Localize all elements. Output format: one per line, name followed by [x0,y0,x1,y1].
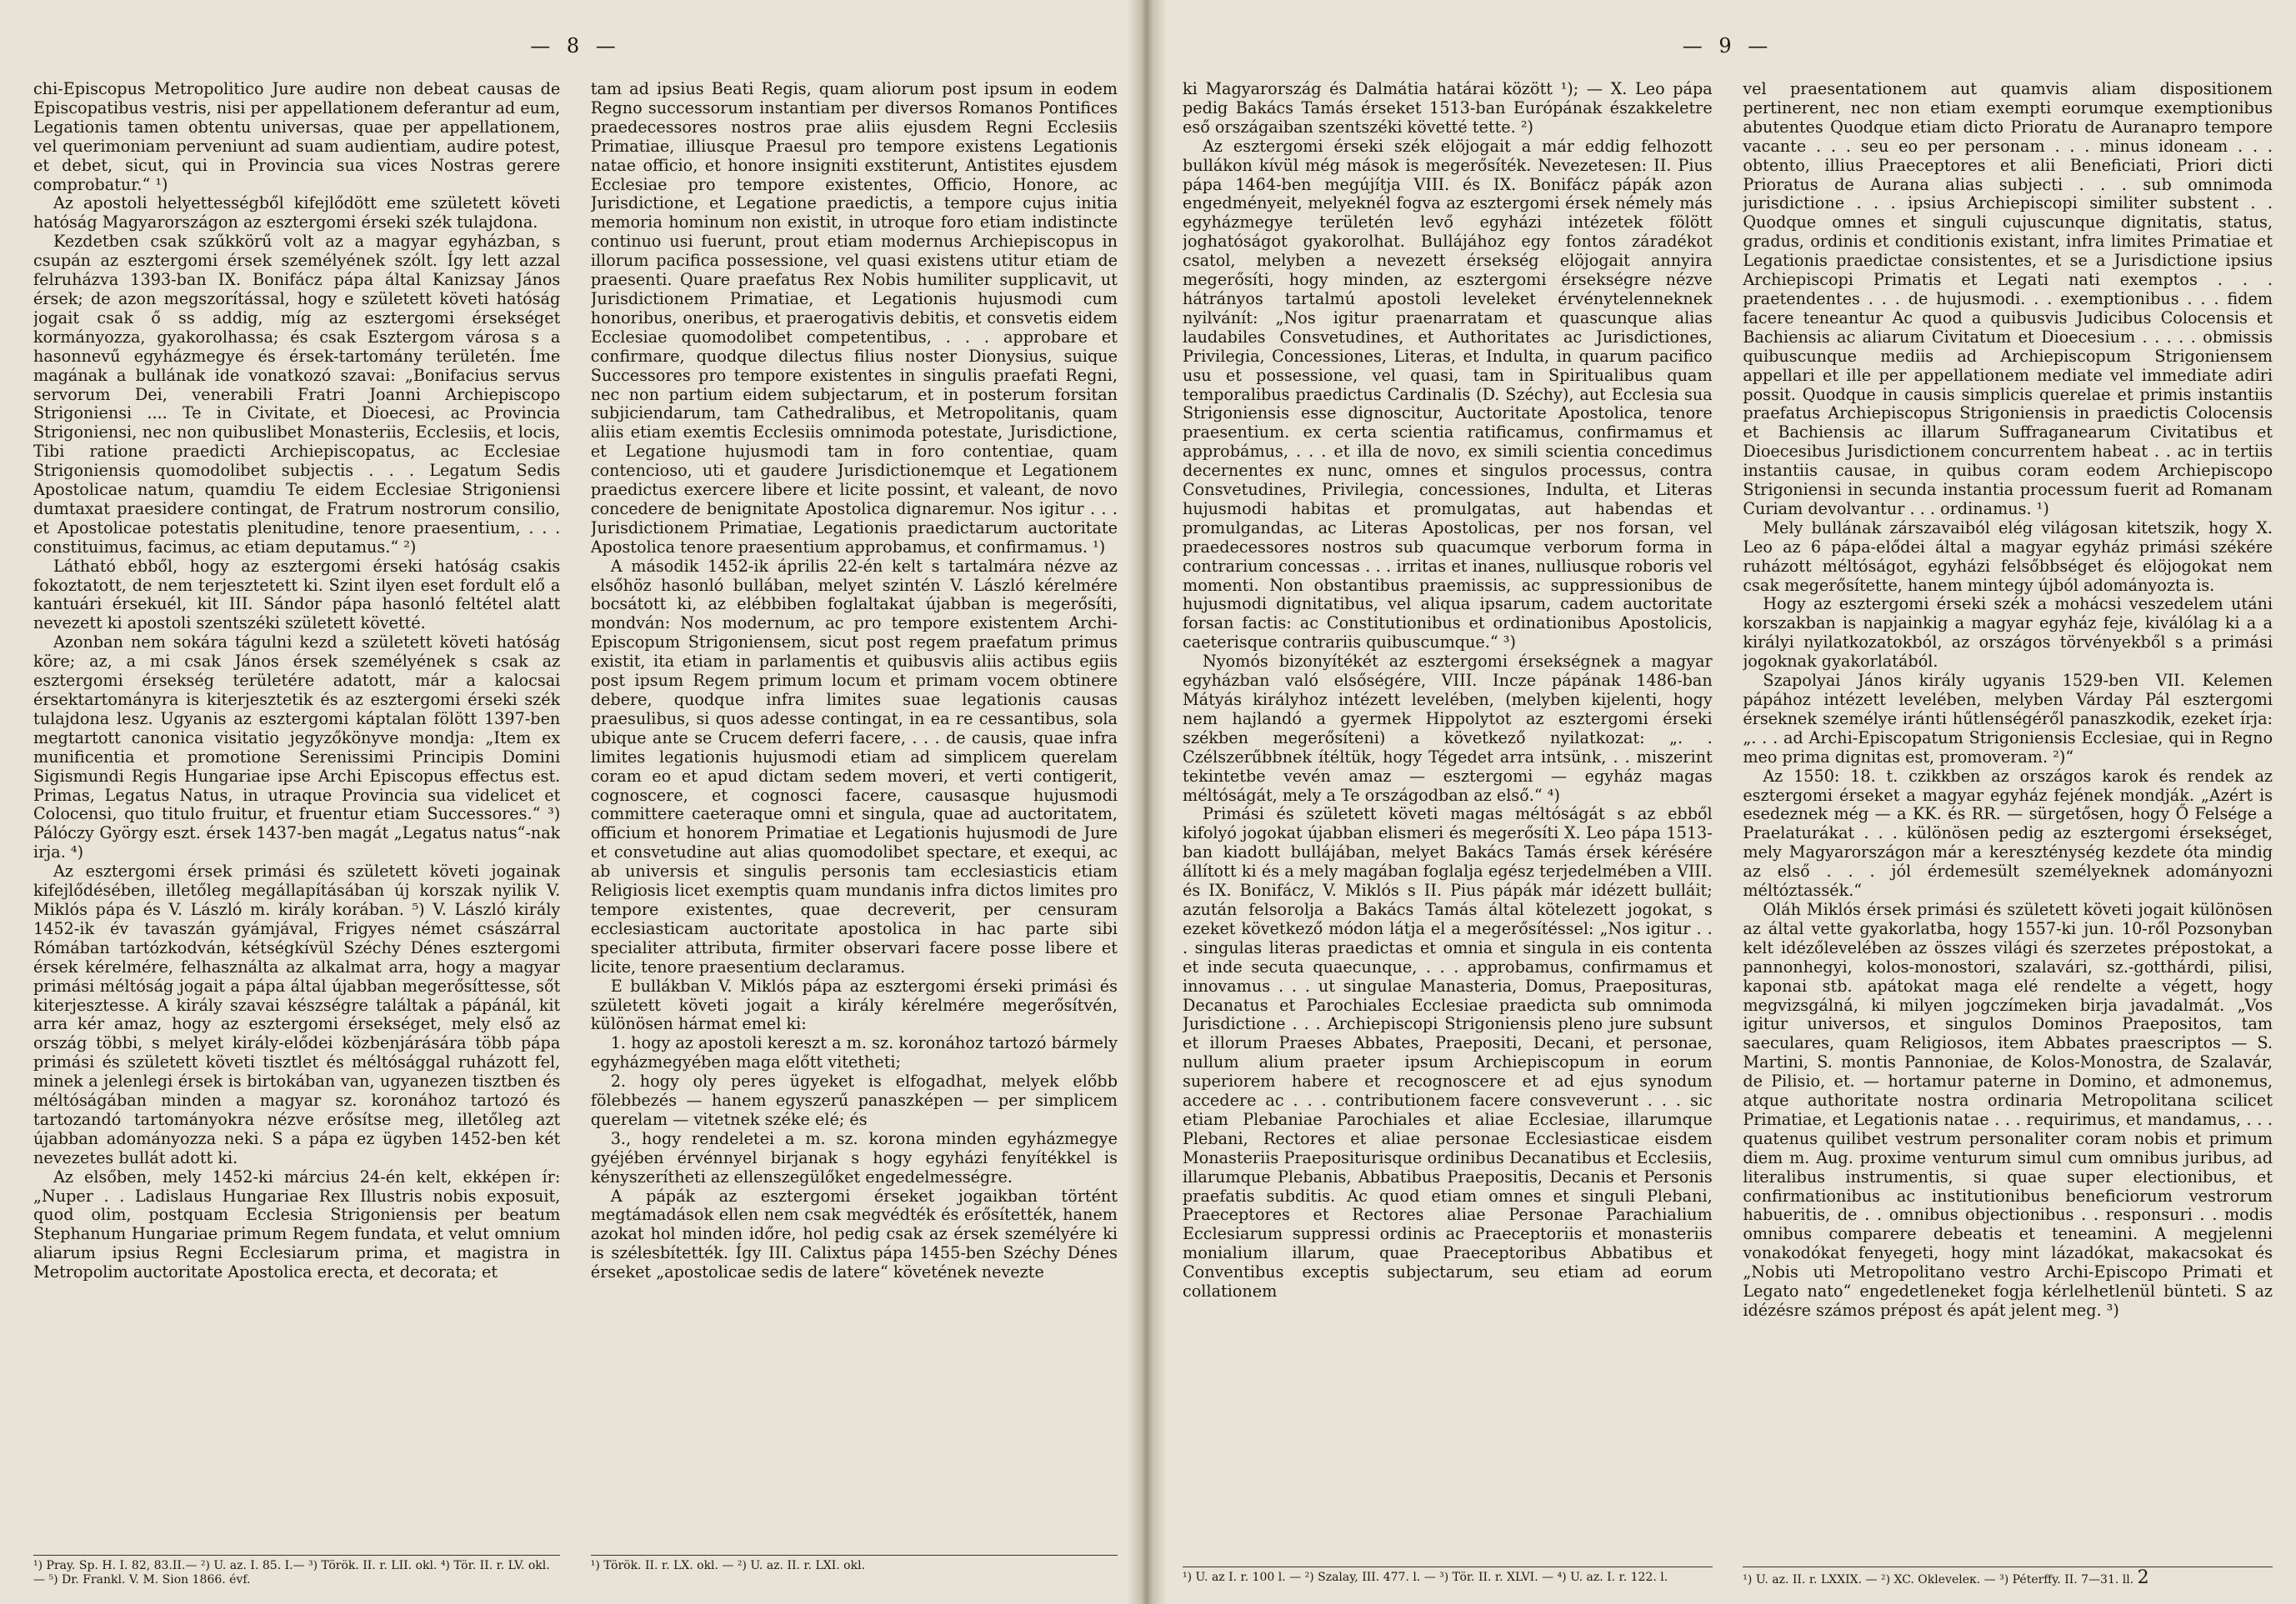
paragraph: Hogy az esztergomi érseki szék a mohácsi veszedelem utáni korszakban is napjainkig a magyar egyház feje, kiválólag ki a a királyi nyilatkozatokból, az országos törvényekből s a primási jogoknak gyakorlatából. [1743,594,2273,672]
paragraph: Az 1550: 18. t. czikkben az országos karok és rendek az esztergomi érseket a magyar egyház fejének mondják. „Azért is esedeznek még — a KK. és RR. — sürgetősen, hogy Ő Felsége a Praelaturákat . . . különösen pedig az esztergomi érsekséget, mely Magyarországon már a kereszténység kezdete óta mindig az első . . . jól érdemesült személyeknek adományozni méltóztassék.“ [1743,766,2273,901]
paragraph: tam ad ipsius Beati Regis, quam aliorum post ipsum in eodem Regno successorum instantiam per diversos Romanos Pontifices praedecessores nostros prae aliis ejusdem Regni Ecclesiis Primatiae, illiusque Praesul pro tempore existens Legationis natae officio, et honore insigniti exstiterunt, Antistites ejusdem Ecclesiae pro tempore existentes, Officio, Honore, ac Jurisdictione, et Legatione praedictis, a tempore cujus initia memoria hominum non existit, in utroque foro etiam indistincte continuo usi fuerunt, prout etiam modernus Archiepiscopus in illorum pacifica possessione, vel quasi existens utitur etiam de praesenti. Quare praefatus Rex Nobis humiliter supplicavit, ut Jurisdictionem Primatiae, et Legationis hujusmodi cum honoribus, oneribus, et praerogativis debitis, et consvetis eidem Ecclesiae quomodolibet competentibus, . . . approbare et confirmare, quodque dilectus filius noster Dionysius, suique Successores pro tempore existentes in singulis praefati Regni, nec non partium eidem subjectarum, et in posterum forsitan subjiciendarum, tam Cathedralibus, et Metropolitanis, quam aliis etiam exemtis Ecclesiis omnimoda potestate, Jurisdictione, et Legatione hujusmodi tam in foro contentiae, quam contencioso, uti et gaudere Jurisdictionemque et Legationem praedictus exercere libere et licite possint, et valeant, de novo concedere de benignitate Apostolica dignaremur. Nos igitur . . . Jurisdictionem Primatiae, Legationis praedictarum auctoritate Apostolica tenore praesentium approbamus, et confirmamus. ¹) [590,80,1118,557]
right-column-1 [1183,80,1713,1522]
footnote: ¹) Török. II. r. LX. okl. — ²) U. az. II. r. LXI. okl. [591,1555,1118,1587]
left-column-1 [33,80,560,1522]
page-number-right: — 9 — [1682,34,1773,57]
paragraph: A pápák az esztergomi érseket jogaikban történt megtámadások ellen nem csak megvédték és erősítették, hanem azokat hol minden időre, hol pedig csak az érsek személyére ki is szélesbítették. Így III. Calixtus pápa 1455-ben Széchy Dénes érseket „apostolicae sedis de latere“ követének nevezte [590,1186,1118,1282]
paragraph: chi-Episcopus Metropolitico Jure audire non debeat causas de Episcopatibus vestris, nisi per appellationem deferantur ad eum, Legationis tamen obtentu universas, quae per appellationem, vel querimoniam perveniunt ad suam audientiam, audire potest, et debet, sicut, qui in Provincia sua vices Nostras gerere comprobatur.“ ¹) [33,80,561,194]
right-column-2 [1743,80,2273,1522]
paragraph: E bullákban V. Miklós pápa az esztergomi érseki primási és született követi jogait a király kérelmére megerősítvén, különösen hármat emel ki: [590,976,1118,1034]
left-page [0,0,1146,1604]
right-page-columns [1183,80,2273,1522]
paragraph: vel praesentationem aut quamvis aliam dispositionem pertinerent, nec non etiam exempti eorumque exemptionibus abutentes Quodque etiam dicto Prioratu de Auranapro tempore vacante . . . seu eo per personam . . . minus idoneam . . . obtento, illius Praeceptores et alii Beneficiati, Priori dicti Prioratus de Aurana alias subjecti . . . sub omnimoda jurisdictione . . . ipsius Archiepiscopi similiter substent . . Quodque omnes et singuli cujuscunque dignitatis, status, gradus, ordinis et conditionis existant, infra limites Primatiae et Legationis praedictae consistentes, et se a Jurisdictione ipsius Archiepiscopi Primatis et Legati nati exemptos . . . praetendentes . . . de hujusmodi. . . exemptionibus . . . fidem facere teneantur Ac quod a quibusvis Judicibus Colocensis et Bachiensis ac aliarum Civitatum et Dioecesium . . . . . obmissis quibuscunque mediis ad Archiepiscopum Strigoniensem appellari et ille per appellationem mediate vel immediate adiri possit. Quodque in causis simplicis querelae et primis instantiis praefatus Archiepiscopus Strigoniensis in praedictis Colocensis et Bachiensis ac illarum Suffraganearum Civitatibus et Dioecesibus Jurisdictionem concurrentem habeat . . ac in tertiis instantiis causae, in quibus coram eodem Archiepiscopo Strigoniensi in secunda instantia processum fuerit ad Romanam Curiam devolvantur . . . ordinamus. ¹) [1743,80,2273,518]
paragraph: Az esztergomi érseki szék elöjogait a már eddig felhozott bullákon kívül még mások is megerősíték. Nevezetesen: II. Pius pápa 1464-ben megújítja VIII. és IX. Bonifácz pápák azon engedményeit, melyeknél fogva az esztergomi érsek némely más egyházmegye területén levő egyházi intézetek fölött joghatóságot gyakorolhat. Bullájához egy fontos záradékot csatol, melyben a nevezett érsekség elöjogait annyira megerősíti, hogy minden, az esztergomi érsekségre nézve hátrányos tartalmú apostoli leveleket érvénytelenneknek nyilvánít: „Nos igitur praenarratam et quascunque alias laudabiles Consvetudines, et Authoritates ac Jurisdictiones, Privilegia, Concessiones, Literas, et Indulta, in quarum pacifico usu et possessione, vel quasi, tam in Spiritualibus quam temporalibus praedictus Cardinalis (D. Széchy), aut Ecclesia sua Strigoniensis esse dignoscitur, Auctoritate Apostolica, tenore praesentium. ex certa scientia ratificamus, confirmamus et approbámus, . . . et illa de novo, ex simili scientia concedimus decernentes ex nunc, omnes et singulos processus, contra Consvetudines, Privilegia, concessiones, Indulta, et Literas hujusmodi habitas et promulgatas, aut habendas et promulgandas, ac Literas Apostolicas, per nos forsan, vel praedecessores nostros sub quacumque verborum forma in contrarium concessas . . . irritas et inanes, nulliusque roboris vel momenti. Non obstantibus praemissis, ac suppressionibus de hujusmodi dignitatibus, vel aliqua ipsarum, cadem auctoritate forsan factis: ac Constitutionibus et ordinationibus Apostolicis, caeterisque contrariis quibuscumque.“ ³) [1183,136,1713,652]
book-gutter [1127,0,1167,1604]
footnote: ¹) Pray. Sp. H. I. 82, 83.II.— ²) U. az. I. 85. I.— ³) Török. II. r. LII. okl. ⁴) Tör. II. r. LV. okl. — ⁵) Dr. Frankl. V. M. Sion 1866. évf. [33,1555,560,1587]
paragraph: A második 1452-ik április 22-én kelt s tartalmára nézve az elsőhöz hasonló bullában, melyet szintén V. László kérelmére bocsátott ki, az elébbiben foglaltakat újabban is megerősíti, mondván: Nos modernum, ac pro tempore existentem Archi-Episcopum Strigoniensem, sicut post regem praefatum primus existit, ita etiam in parlamentis et quibusvis aliis actibus egiis post ipsum Regem primum locum et primam vocem obtinere debere, quodque infra limites suae legationis causas praesulibus, si quos adesse contingat, in ea re cessantibus, sola ubique ante se Crucem deferri facere, . . . de causis, quae infra limites legationis hujusmodi etiam ad simplicem querelam coram eo et apud dictam sedem moveri, et verti contigerit, cognoscere, et cognosci facere, causasque hujusmodi committere caeteraque omni et singula, quae ad auctoritatem, officium et honorem Primatiae et Legationis hujusmodi de Jure et consvetudine aut alias quomodolibet spectare, et exequi, ac ab universis et singulis personis tam ecclesiasticis etiam Religiosis licet exemptis quam mundanis infra dictos limites pro tempore existentes, quae decreverit, per censuram ecclesiasticam auctoritate apostolica in hac parte sibi specialiter attributa, firmiter observari facere posse libere et licite, tenore praesentium declaramus. [590,556,1118,977]
left-column-2 [591,80,1118,1522]
list-item: 1. hogy az apostoli kereszt a m. sz. koronához tartozó bármely egyházmegyében maga előtt vitetheti; [590,1033,1118,1072]
footnote-text: ¹) U. az. II. r. LXXIX. — ²) XC. Okleveleк. — ³) Péterffy. II. 7—31. ll. [1743,1573,2134,1587]
paragraph: Kezdetben csak szűkkörű volt az a magyar egyházban, s csupán az esztergomi érsek személyének szólt. Így lett azzal felruházva 1393-ban IX. Bonifácz pápa által Kanizsay János érsek; de azon megszorítással, hogy e született követi hatóság jogait csak ő ss addig, míg az esztergomi érsekséget kormányozza, gyakorolhassa; és csak Esztergom városa s a hasonnevű egyházmegye és érsek-tartomány területén. Íme magának a bullának ide vonatkozó szavai: „Bonifacius servus servorum Dei, venerabili Fratri Joanni Archiepiscopo Strigoniensi .... Te in Civitate, et Dioecesi, ac Provincia Strigoniensi, nec non quibuslibet Monasteriis, Ecclesiis, et locis, Tibi ratione praedicti Archiepiscopatus, ac Ecclesiae Strigoniensis quomodolibet subjectis . . . Legatum Sedis Apostolicae natum, quamdiu Te eidem Ecclesiae Strigoniensi dumtaxat praesidere contingat, de Fratrum nostrorum consilio, et Apostolicae potestatis plenitudine, tenore praesentium, . . . constituimus, facimus, ac etiam deputamus.“ ²) [33,232,561,557]
list-item: 2. hogy oly peres ügyeket is elfogadhat, melyek előbb fölebbezés — hanem egyszerű panaszképen — per simplicem querelam — vitetnek széke elé; és [590,1072,1118,1129]
paragraph: Mely bullának zárszavaiból elég világosan kitetszik, hogy X. Leo az 6 pápa-elődei által a magyar egyház primási székére ruházott méltóságot, egyházi felsőbbséget és elöjogokat nem csak megerősítette, hanem mintegy újból adományozta is. [1743,517,2273,595]
paragraph: Oláh Miklós érsek primási és született követi jogait különösen az által vette gyakorlatba, hogy 1557-ki jun. 10-ről Pozsonyban kelt idézőlevelében az összes világi és szerzetes prépostokat, a pannonhegyi, kolos-monostori, szalavári, sz.-gotthárdi, pilisi, kaponai stb. apátokat maga elé rendelte a végett, hogy megvizsgálná, ki milyen jogczímeken birja javadalmát. „Vos igitur universos, et singulos Dominos Praepositos, tam saeculares, quam Religiosos, item Abbates praescriptos — S. Martini, S. montis Pannoniae, de Kolos-Monostra, de Szalavár, de Pilisio, et. — hortamur paterne in Domino, et admonemus, atque authoritate nostra ordinaria Metropolitana scilicet Primatiae, et Legationis natae . . . requirimus, et mandamus, . . . quatenus quilibet vestrum personaliter coram nobis et primum diem m. Aug. proxime venturum simul cum omnibus juribus, ad literalibus instrumentis, si quae super electionibus, et confirmationibus ac institutionibus beneficiorum vestrorum habueritis, de . . omnibus objectionibus . . responsuri . . modis omnibus comparere debeatis et teneamini. A megjelenni vonakodókat fenyegeti, hogy mint lázadókat, makacsokat és „Nobis uti Metropolitano vestro Archi-Episcopo Primati et Legato nato“ engedetleneket fogja kérlelhetlenül bünteti. S az idézésre számos prépost és apát jelent meg. ³) [1743,899,2273,1320]
paragraph: Az apostoli helyettességből kifejlődött eme született követi hatóság Magyarországon az esztergomi érseki szék tulajdona. [33,193,561,232]
footnotes-left [33,1555,1118,1587]
signature-mark: 2 [2137,1567,2149,1588]
list-item: 3., hogy rendeletei a m. sz. korona minden egyházmegye gyéjében érvénnyel birjanak s hogy egyházi fenyítékkel is kényszerítheti az ellenszegülőket engedelmességre. [590,1128,1118,1187]
footnotes-right [1183,1567,2273,1587]
paragraph: Primási és született követi magas méltóságát s az ebből kifolyó jogokat újabban elismeri és megerősíti X. Leo pápa 1513-ban kiadott bullájában, melyet Bakács Tamás érsek kérésére állított ki és a mely magában foglalja egész terjedelmében a VIII. és IX. Bonifácz, V. Miklós s II. Pius pápák már idézett bulláit; azután felsorolja a Bakács Tamás által kötelezett jogokat, s ezeket következő módon látja el a megerősítéssel: „Nos igitur . . . singulas literas praedictas et omnia et singula in eis contenta et inde secuta quaecunque, . . . approbamus, confirmamus et innovamus . . . ut singulae Manasteria, Domus, Praeposituras, Decanatus et Parochiales Ecclesiae praedicta sub omnimoda Jurisdictione . . . Archiepiscopi Strigoniensis pleno jure subsunt et illorum Praeses Abbates, Praepositi, Decani, et personae, nullum alium praeter ipsum Archiepiscopum in eorum superiorem habere et recognoscere et ad ejus synodum accedere ac . . . contributionem facere consveverunt . . . sic etiam Plebaniae Parochiales et aliae Ecclesiae, illarumque Plebani, Rectores et aliae personae Ecclesiasticae eisdem Monasteriis Praepositurisque ordinibus Decanatibus et Ecclesiis, illarumque Plebanis, Abbatibus Praepositis, Decanis et Personis praefatis subditis. Ac quod etiam omnes et singuli Plebani, Praeceptores et Rectores aliae Personae Parachialium Ecclesiarum suppressi ordinis ac Praeceptoriis et monasteriis monialium illarum, quae Praeceptoribus Abbatibus et Conventibus exceptis subjectarum, seu etiam ad eorum collationem [1183,804,1713,1302]
paragraph: Azonban nem sokára tágulni kezd a született követi hatóság köre; az, a mi csak János érsek személyének s csak az esztergomi érsekség területére adatott, már a kalocsai érsektartományra is kiterjesztetik és az esztergomi érseki szék tulajdona lesz. Ugyanis az esztergomi káptalan fölött 1397-ben megtartott canonica visitatio jegyzőkönyve mondja: „Item ex munificentia et promotione Serenissimi Principis Domini Sigismundi Regis Hungariae ipse Archi Episcopus effectus est. Primas, Legatus Natus, in utraque Provincia sua videlicet et Colocensi, quo titulo fruitur, et fruentur etiam Successores.“ ³) Pálóczy György eszt. érsek 1437-ben magát „Legatus natus“-nak irja. ⁴) [33,632,561,862]
paragraph: Az elsőben, mely 1452-ki március 24-én kelt, ekképen ír: „Nuper . . Ladislaus Hungariae Rex Illustris nobis exposuit, quod olim, postquam Ecclesia Strigoniensis per beatum Stephanum Hungariae primum Regem fundata, et velut omnium aliarum ipsius Regni Ecclesiarum prima, et magistra in Metropolim auctoritate Apostolica erecta, et decorata; et [33,1167,561,1282]
paragraph: Nyomós bizonyítékét az esztergomi érsekségnek a magyar egyházban való elsőségére, VIII. Incze pápának 1486-ban Mátyás királyhoz intézett levelében, (melyben kijelenti, hogy nem hajlandó a gyermek Hippolytot az esztergomi érseki székben megerősíteni) a következő nyilatkozat: „. . Czélszerűbbnek ítéltük, hogy Tégedet arra intsünk, . . miszerint tekintetbe vevén amaz — esztergomi — egyház magas méltóságát, mely a Te országodban az első.“ ⁴) [1183,652,1713,805]
paragraph: Látható ebből, hogy az esztergomi érseki hatóság csakis fokoztatott, de nem terjesztetett ki. Szint ilyen eset fordult elő a kantuári érsekuél, kit III. Sándor pápa hasonló feltétel alatt nevezett ki apostoli szentszéki született követté. [33,556,561,633]
left-page-columns [33,80,1118,1522]
paragraph: ki Magyarország és Dalmátia határai között ¹); — X. Leo pápa pedig Bakács Tamás érseket 1513-ban Európának északkeletre eső országaiban szentszéki követté tette. ²) [1183,80,1713,137]
paragraph: Az esztergomi érsek primási és született követi jogainak kifejlődésében, illetőleg megállapításában új korszak nyilik V. Miklós pápa és V. László m. király korában. ⁵) V. László király 1452-ik év tavaszán gyámjával, Frigyes német császárral Rómában tartózkodván, kétségkívül Széchy Dénes esztergomi érsek kérelmére, felhasználta az alkalmat arra, hogy a magyar primási méltóság jogait a pápa által újabban megerősíttesse, sőt kiterjesztesse. A király szavai készségre találtak a pápánál, kit arra kér amaz, hogy az esztergomi érsekséget, mely első az ország többi, s melyet király-elődei közbenjárására több pápa primási és született követi tisztlet és méltósággal ruházott fel, minek a jelenlegi érsek is birtokában van, ugyanezen tisztben és méltóságában minden a magyar sz. koronához tartozó és tartozandó tartományokra nézve erősítse meg, illetőleg azt újabban adományozza neki. S a pápa ez ügyben 1452-ben két nevezetes bullát adott ki. [33,862,561,1167]
paragraph: Szapolyai János király ugyanis 1529-ben VII. Kelemen pápához intézett levelében, melyben Várday Pál esztergomi érseknek személye iránti hűtlenségéről panaszkodik, ezeket írja: „. . . ad Archi-Episcopatum Strigoniensis Ecclesiae, qui in Regno meo prima dignitas est, promoveram. ²)“ [1743,671,2273,767]
footnote [1743,1567,2273,1587]
footnote: ¹) U. az I. r. 100 l. — ²) Szalay, III. 477. l. — ³) Tör. II. r. XLVI. — ⁴) U. az. I. r. 122. l. [1183,1567,1713,1587]
page-number-left: — 8 — [530,34,621,57]
right-page [1146,0,2296,1604]
